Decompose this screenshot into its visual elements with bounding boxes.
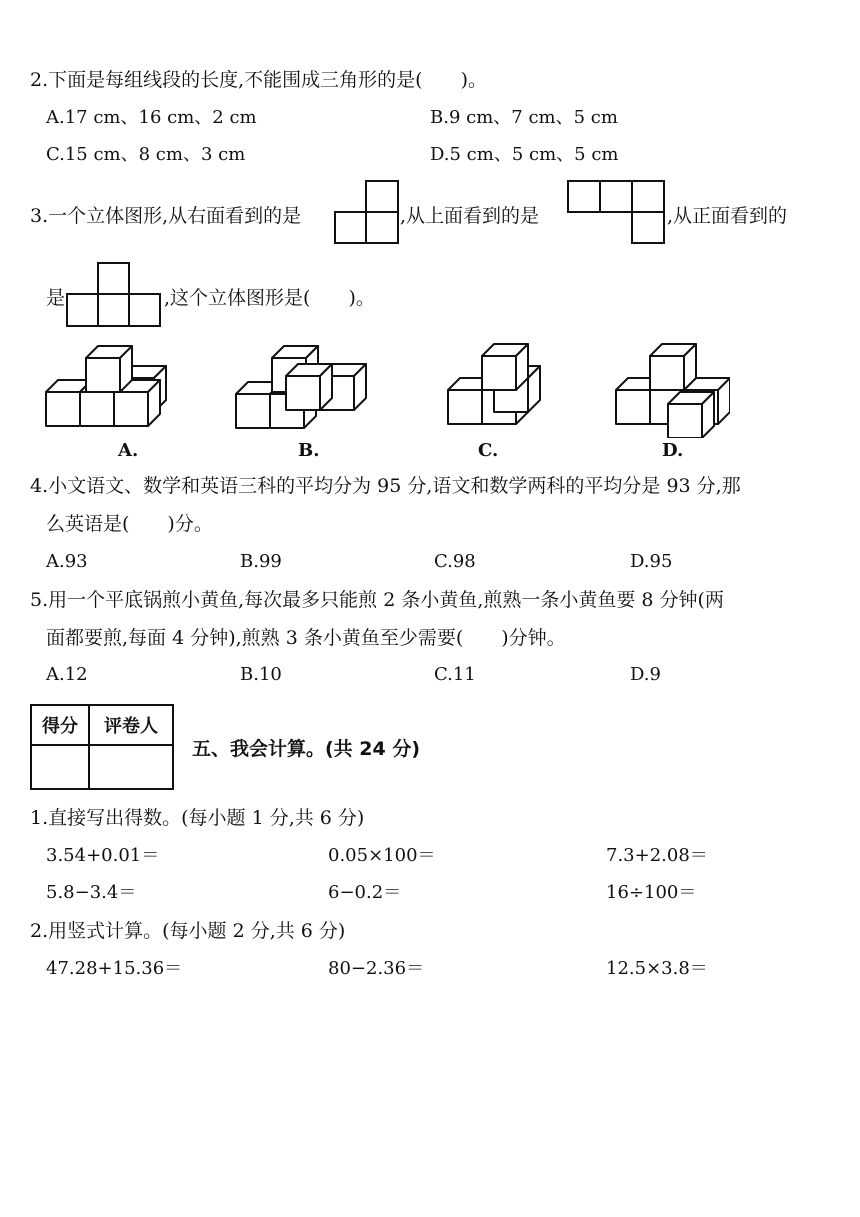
vertical-calc-item: 12.5×3.8＝ [606, 958, 708, 979]
calc-item: 0.05×100＝ [328, 845, 436, 866]
calc-item: 5.8−3.4＝ [46, 882, 137, 903]
q2-option-c: C.15 cm、8 cm、3 cm [46, 144, 246, 165]
q4-option-b: B.99 [240, 551, 282, 572]
q2-option-b: B.9 cm、7 cm、5 cm [430, 107, 618, 128]
calc-item: 7.3+2.08＝ [606, 845, 708, 866]
cube [668, 392, 714, 438]
cube-face [616, 390, 650, 424]
cube-face [650, 356, 684, 390]
top-view-figure [567, 180, 665, 244]
cube-face [668, 404, 702, 438]
q5-stem-line2: 面都要煎,每面 4 分钟),煎熟 3 条小黄鱼至少需要( )分钟。 [46, 627, 566, 649]
cube-face [448, 390, 482, 424]
q3-stem-part4: 是 [46, 287, 66, 309]
q5-stem-line1: 5.用一个平底锅煎小黄鱼,每次最多只能煎 2 条小黄鱼,煎熟一条小黄鱼要 8 分钟(两 [30, 589, 724, 611]
vertical-calc-item: 47.28+15.36＝ [46, 958, 183, 979]
section-title: 五、我会计算。(共 24 分) [192, 738, 421, 760]
cube-label-c: C. [478, 440, 499, 461]
cube-face [86, 358, 120, 392]
cube-option-d [614, 342, 730, 442]
cube [286, 364, 332, 410]
cube-face [482, 356, 516, 390]
q4-stem-line1: 4.小文语文、数学和英语三科的平均分为 95 分,语文和数学两科的平均分是 93 分,那 [30, 475, 741, 497]
cube-face [114, 392, 148, 426]
cube-label-b: B. [298, 440, 320, 461]
grader-header: 评卷人 [104, 716, 158, 737]
q5-option-d: D.9 [630, 664, 661, 685]
score-header: 得分 [42, 716, 78, 737]
cube [482, 344, 528, 390]
sub2-heading: 2.用竖式计算。(每小题 2 分,共 6 分) [30, 920, 346, 942]
calc-item: 3.54+0.01＝ [46, 845, 160, 866]
q3-stem-part1: 3.一个立体图形,从右面看到的是 [30, 205, 302, 227]
cube-face [46, 392, 80, 426]
q3-stem-part2: ,从上面看到的是 [400, 205, 540, 227]
q3-stem-part5: ,这个立体图形是( )。 [164, 287, 375, 309]
cube-face [286, 376, 320, 410]
cube-face [236, 394, 270, 428]
q5-option-a: A.12 [46, 664, 88, 685]
q4-option-d: D.95 [630, 551, 673, 572]
cube-option-a [44, 342, 168, 442]
score-cell[interactable] [32, 746, 88, 788]
calc-item: 16÷100＝ [606, 882, 697, 903]
q3-stem-part3: ,从正面看到的 [667, 205, 788, 227]
q2-option-d: D.5 cm、5 cm、5 cm [430, 144, 619, 165]
q4-stem-line2: 么英语是( )分。 [46, 513, 213, 535]
cube [86, 346, 132, 392]
q4-option-a: A.93 [46, 551, 88, 572]
cube-label-d: D. [662, 440, 684, 461]
q5-option-c: C.11 [434, 664, 476, 685]
score-table [30, 704, 174, 790]
q4-option-c: C.98 [434, 551, 476, 572]
front-view-figure [66, 262, 162, 327]
calc-item: 6−0.2＝ [328, 882, 402, 903]
q2-option-a: A.17 cm、16 cm、2 cm [46, 107, 257, 128]
right-view-figure [334, 180, 400, 244]
cube [650, 344, 696, 390]
cube-label-a: A. [118, 440, 139, 461]
sub1-heading: 1.直接写出得数。(每小题 1 分,共 6 分) [30, 807, 365, 829]
grader-cell[interactable] [90, 746, 172, 788]
cube-option-c [446, 342, 546, 432]
q2-stem: 2.下面是每组线段的长度,不能围成三角形的是( )。 [30, 69, 487, 91]
q5-option-b: B.10 [240, 664, 282, 685]
cube-face [80, 392, 114, 426]
cube-option-b [232, 342, 372, 442]
vertical-calc-item: 80−2.36＝ [328, 958, 425, 979]
